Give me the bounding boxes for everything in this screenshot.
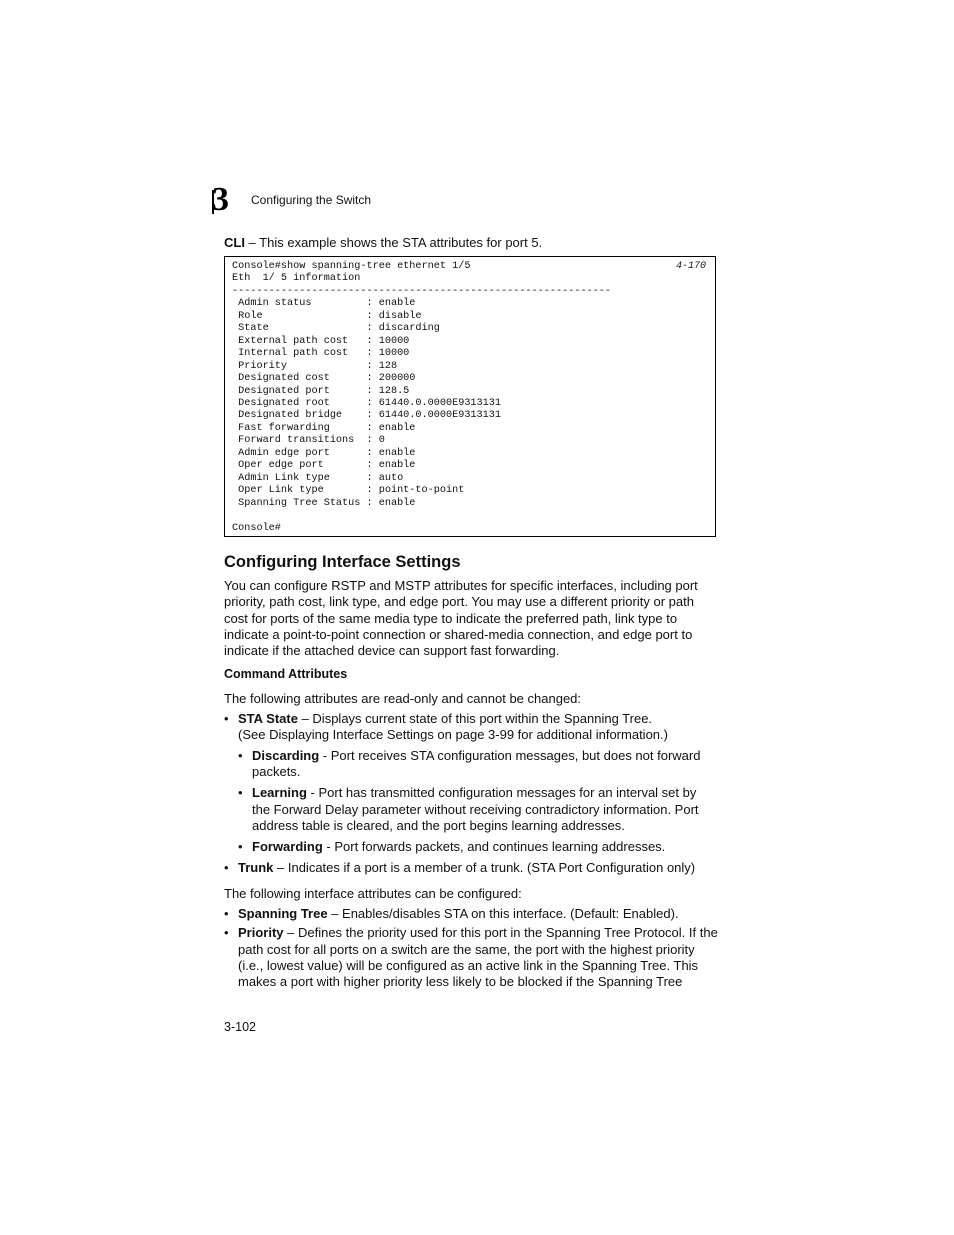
list-item-discarding [238,748,718,781]
list-item-forwarding [238,839,718,855]
code-line: Admin Link type : auto [232,472,404,484]
term: Priority [238,925,284,941]
config-intro: The following interface attributes can be configured: [224,885,522,901]
description: – Indicates if a port is a member of a trunk. (STA Port Configuration only) [273,860,696,876]
description: - Port receives STA configuration messages, but does not forward packets. [252,747,701,779]
code-line: Priority : 128 [232,360,398,372]
cli-label: CLI [224,235,245,250]
list-item-sta-state [224,711,718,855]
section-title: Configuring Interface Settings [224,553,461,571]
term: Discarding [252,747,320,763]
chapter-number: 3 [212,181,229,218]
cli-example-box [224,256,716,537]
list-item-priority [224,925,718,990]
code-line: Eth 1/ 5 information [232,273,361,285]
description: - Port forwards packets, and continues learning addresses. [322,839,666,855]
term: Forwarding [252,839,323,855]
code-line: Console#show spanning-tree ethernet 1/5 [232,261,471,272]
code-line: Console# [232,522,281,534]
description: – Enables/disables STA on this interface. (Default: Enabled). [327,906,679,922]
code-line: Designated cost : 200000 [232,373,416,385]
code-line: Forward transitions : 0 [232,435,385,447]
cli-intro [224,235,542,250]
cross-reference-note: (See Displaying Interface Settings on page 3-99 for additional information.) [238,727,668,743]
section-content [224,552,718,991]
list-item-learning [238,785,718,834]
list-item-trunk [224,860,718,876]
page-number: 3-102 [224,1020,256,1034]
term: Learning [252,785,307,801]
term: STA State [238,711,298,727]
code-line: Designated port : 128.5 [232,385,410,397]
code-line: Admin status : enable [232,298,416,310]
description: – Defines the priority used for this port in the Spanning Tree Protocol. If the path cost for all ports on a switch are the same, the port with the highest priority (i.e., lowest value) will be configured as an active link in the Spanning Tree. This makes a port with higher priority less likely to be blocked if the Spanning Tree [238,925,718,990]
code-line: Designated bridge : 61440.0.0000E9313131 [232,410,501,422]
code-line: State : discarding [232,323,440,335]
port-states-list [238,748,718,856]
readonly-attributes-list [224,711,718,877]
cli-intro-text: – This example shows the STA attributes for port 5. [244,235,543,250]
section-intro: You can configure RSTP and MSTP attributes for specific interfaces, including port priority, path cost, link type, and edge port. You may use a different priority or path cost for ports of the same media type to indicate the preferred path, link type to indicate a point-to-point connection or shared-media connection, and edge port to indicate if the attached device can support fast forwarding. [224,578,698,659]
command-reference: 4-170 [675,261,706,272]
term: Spanning Tree [238,906,328,922]
readonly-intro: The following attributes are read-only and cannot be changed: [224,690,582,706]
code-line: Fast forwarding : enable [232,422,416,434]
code-line: Oper Link type : point-to-point [232,485,465,497]
code-line: Role : disable [232,310,422,322]
code-line: External path cost : 10000 [232,335,410,347]
code-line: -------------------------------------------------------------- [232,285,612,297]
code-line: Internal path cost : 10000 [232,348,410,360]
description: - Port has transmitted configuration messages for an interval set by the Forward Delay parameter without receiving contradictory information. Port address table is cleared, and the port begins learning addresses. [252,785,699,833]
code-line: Oper edge port : enable [232,460,416,472]
code-line: Admin edge port : enable [232,447,416,459]
term: Trunk [238,860,274,876]
configurable-attributes-list [224,906,718,990]
cli-output [225,257,715,535]
command-attributes-heading: Command Attributes [224,667,348,682]
list-item-spanning-tree [224,906,718,922]
running-head: Configuring the Switch [251,193,372,207]
code-line: Spanning Tree Status : enable [232,497,416,509]
description: – Displays current state of this port within the Spanning Tree. [297,711,653,727]
code-line: Designated root : 61440.0.0000E9313131 [232,397,501,409]
